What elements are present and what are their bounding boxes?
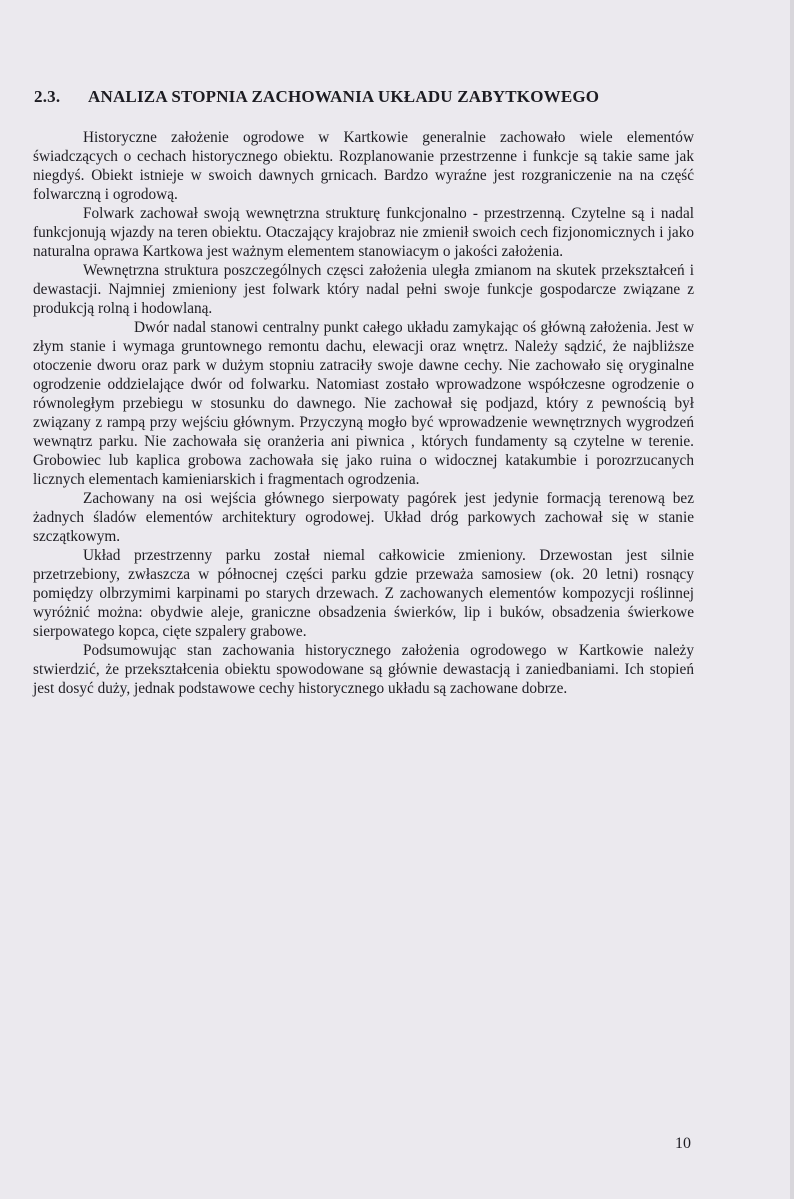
paragraph: Folwark zachował swoją wewnętrzna strukturę funkcjonalno - przestrzenną. Czytelne są i nadal funkcjonują wjazdy na teren obiektu. Otaczający krajobraz nie zmienił swoich cech fizjonomicznych i jako naturalna oprawa Kartkowa jest ważnym elementem stanowiacym o jakości założenia. [33, 205, 694, 260]
paragraph: Podsumowując stan zachowania historycznego założenia ogrodowego w Kartkowie należy stwierdzić, że przekształcenia obiektu spowodowane są głównie dewastacją i zaniedbaniami. Ich stopień jest dosyć duży, jednak podstawowe cechy historycznego układu są zachowane dobrze. [33, 642, 694, 697]
section-heading [34, 87, 599, 107]
paragraph: Wewnętrzna struktura poszczególnych częsci założenia uległa zmianom na skutek przekształceń i dewastacji. Najmniej zmieniony jest folwark który nadal pełni swoje funkcje gospodarcze związane z produkcją rolną i hodowlaną. [33, 262, 694, 317]
page-number: 10 [675, 1135, 691, 1152]
paragraph: Historyczne założenie ogrodowe w Kartkowie generalnie zachowało wiele elementów świadczących o cechach historycznego obiektu. Rozplanowanie przestrzenne i funkcje są takie same jak niegdyś. Obiekt istnieje w swoich dawnych grnicach. Bardzo wyraźne jest rozgraniczenie na na część folwarczną i ogrodową. [33, 129, 694, 203]
paragraph: Zachowany na osi wejścia głównego sierpowaty pagórek jest jedynie formacją terenową bez żadnych śladów elementów architektury ogrodowej. Układ dróg parkowych zachował się w stanie szczątkowym. [33, 490, 694, 545]
section-title: ANALIZA STOPNIA ZACHOWANIA UKŁADU ZABYTKOWEGO [88, 87, 600, 106]
paragraph: Układ przestrzenny parku został niemal całkowicie zmieniony. Drzewostan jest silnie przetrzebiony, zwłaszcza w północnej części parku gdzie przeważa samosiew (ok. 20 letni) rosnący pomiędzy olbrzymimi karpinami po starych drzewach. Z zachowanych elementów kompozycji roślinnej wyróżnić można: obydwie aleje, graniczne obsadzenia świerków, lip i buków, obsadzenia świerkowe sierpowatego kopca, cięte szpalery grabowe. [33, 547, 694, 640]
scan-edge [790, 0, 794, 1199]
body-text [33, 128, 694, 698]
paragraph: Dwór nadal stanowi centralny punkt całego układu zamykając oś główną założenia. Jest w złym stanie i wymaga gruntownego remontu dachu, elewacji oraz wnętrz. Należy sądzić, że najbliższe otoczenie dworu oraz park w dużym stopniu zatraciły swoje dawne cechy. Nie zachowało się oryginalne ogrodzenie oddzielające dwór od folwarku. Natomiast zostało wprowadzone współczesne ogrodzenie o równoległym przebiegu w stosunku do dawnego. Nie zachował się podjazd, który z pewnością był związany z rampą przy wejściu głównym. Przyczyną mogło być wprowadzenie wewnętrznych wygrodzeń wewnątrz parku. Nie zachowała się oranżeria ani piwnica , których fundamenty są czytelne w terenie. Grobowiec lub kaplica grobowa zachowała się jako ruina o widocznej katakumbie i porozrzucanych licznych elementach kamieniarskich i fragmentach ogrodzenia. [33, 319, 694, 488]
section-number: 2.3. [34, 87, 61, 106]
